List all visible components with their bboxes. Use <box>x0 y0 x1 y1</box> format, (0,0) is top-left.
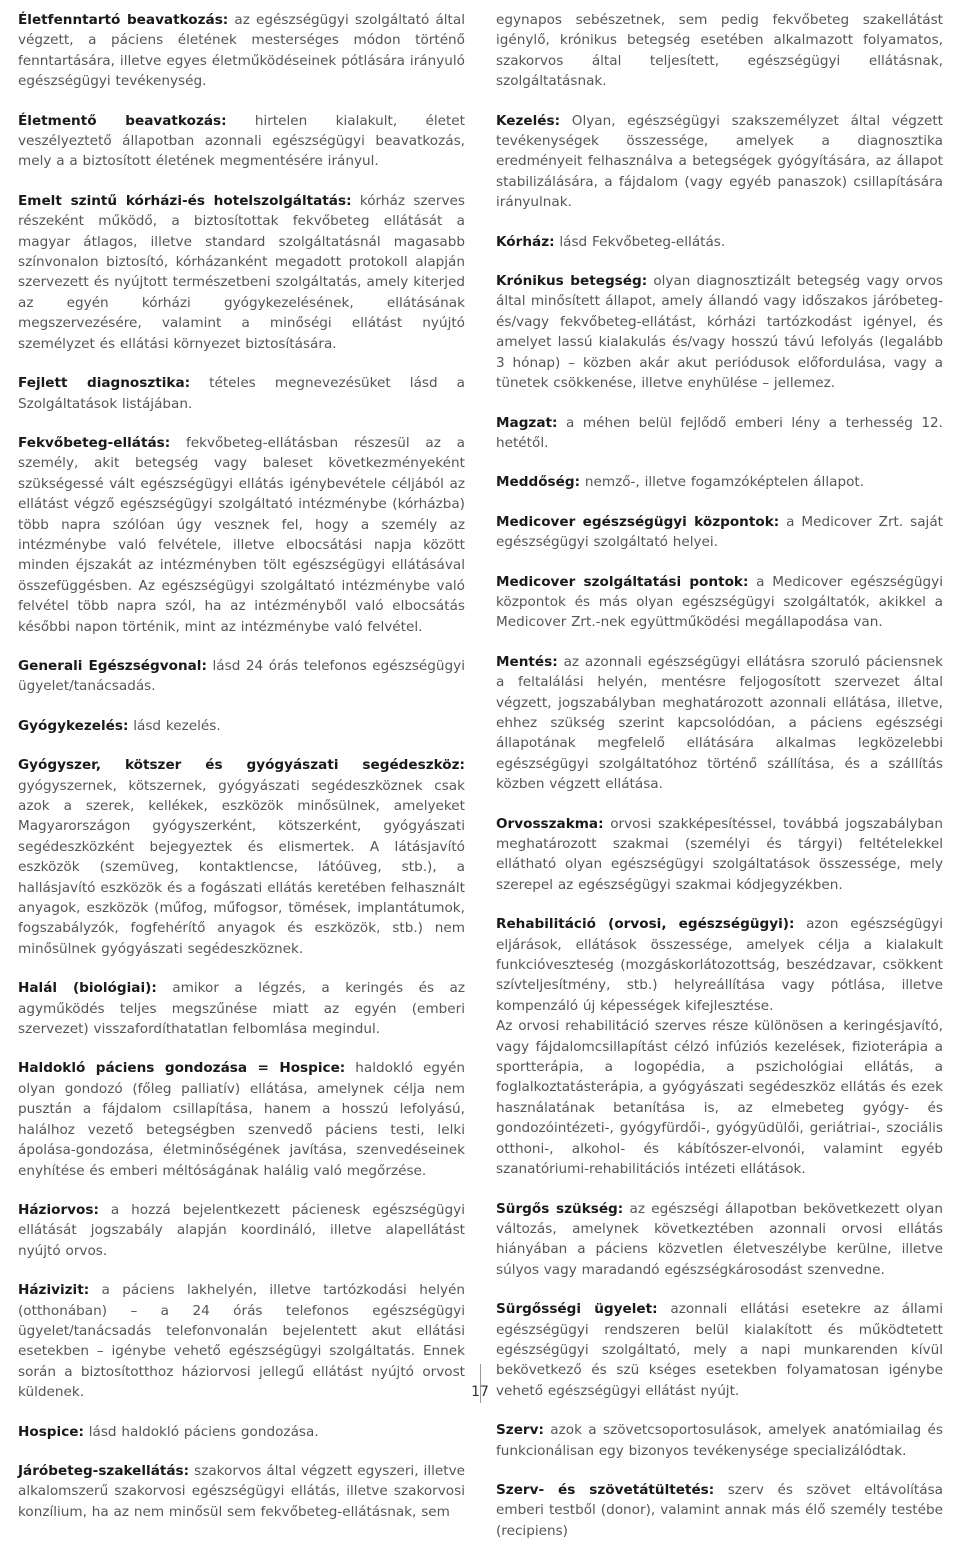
glossary-entry <box>496 472 943 492</box>
term: Háziorvos: <box>18 1201 99 1218</box>
term: Fekvőbeteg-ellátás: <box>18 434 171 451</box>
definition: lásd kezelés. <box>128 717 221 734</box>
term: Fejlett diagnosztika: <box>18 375 191 392</box>
term: Generali Egészségvonal: <box>18 657 207 674</box>
glossary-entry <box>496 814 943 896</box>
left-column <box>18 10 465 1541</box>
definition: nemző-, illetve fogamzóképtelen állapot. <box>580 474 865 491</box>
definition: azonnali ellátási esetekre az állami egészségügyi rendszeren belül kialakított és működtetett egészségügyi szolgáltató, mely a napi munkarenden kívül bekövetkező és szü kséges esetekben folyamatosan igénybe vehető egészségügyi ellátást nyújt. <box>496 1301 943 1399</box>
glossary-entry <box>18 373 465 414</box>
glossary-entry <box>18 978 465 1039</box>
glossary-entry <box>18 755 465 959</box>
term: Sürgősségi ügyelet: <box>496 1301 658 1318</box>
glossary-entry <box>18 1058 465 1180</box>
definition: fekvőbeteg-ellátásban részesül az a személy, akit betegség vagy baleset következményeként szükségessé vált egészségügyi ellátás igénybevétele céljából az ellátást végző egészségügyi szolgáltató intézménybe (kórházba) több napra szólóan úgy vesznek fel, hogy a személy az intézménybe való felvétele, illetve elbocsátási napja között minden éjszakát az intézményben tölt egészségügyi ellátásával összefüggésben. Az egészségügyi szolgáltató intézménybe való felvétel több napra szól, ha az intézményből való elbocsátás későbbi napon történik, mint az intézménybe való felvétel. <box>18 434 465 635</box>
definition: az egészségi állapotban bekövetkezett olyan változás, amelynek következtében azonnali orvosi ellátás hiányában a páciens közvetlen életveszélybe kerülne, illetve súlyos vagy maradandó egészségkárosodást szenvedne. <box>496 1200 944 1278</box>
definition: az azonnali egészségügyi ellátásra szoruló páciensnek a feltalálási helyén, mentésre feljogosított szervezet által végzett, jogszabályban meghatározott azonnali ellátása, illetve, ehhez szükség szerint kapcsolódóan, a páciens egészségi állapotának megfelelő ellátására alkalmas legközelebbi egészségügyi szolgáltatóhoz történő szállítása, és a szállítás közben végzett ellátása. <box>496 653 943 793</box>
term: Rehabilitáció (orvosi, egészségügyi): <box>496 916 795 933</box>
definition: lásd haldokló páciens gondozása. <box>83 1423 319 1440</box>
definition: kórház szerves részeként működő, a biztosítottak fekvőbeteg ellátását a magyar átlagos, illetve standard szolgáltatásnál magasabb színvonalon biztosító, kórházanként megadott protokoll alapján szervezett és nyújtott természetbeni szolgáltatás, amely kiterjed az egyén kórházi gyógykezelésének, ellátásának megszervezésére, valamint a minőségi ellátást nyújtó személyzet és ellátási környezet biztosítására. <box>18 192 465 352</box>
term: Magzat: <box>496 414 558 431</box>
term: Szerv: <box>496 1422 544 1439</box>
term: Orvosszakma: <box>496 815 604 832</box>
term: Medicover egészségügyi központok: <box>496 513 780 530</box>
definition: egynapos sebészetnek, sem pedig fekvőbeteg szakellátást igénylő, krónikus betegség esetében alkalmazott folyamatos, szakorvos által teljesített, egészségügyi ellátásnak, szolgáltatásnak. <box>496 12 943 90</box>
definition-continuation: Az orvosi rehabilitáció szerves része különösen a keringésjavító, vagy fájdalomcsillapítást célzó infúziós kezelések, fizioterápia a sportterápia, a logopédia, a pszichológiai ellátás, a foglalkoztatásterápia, a gyógyászati segédeszköz ellátás és ezek használatának betanítása is, az elmebeteg gyógy- és gondozóintézeti-, gyógyfürdői-, gyógyüdülői, geriátriai-, szociális otthoni-, alkohol- és kábítószer-elvonói, valamint egyéb szanatóriumi-rehabilitációs intézeti ellátások. <box>496 1018 943 1178</box>
definition: lásd 24 órás telefonos egészségügyi ügyelet/tanácsadás. <box>18 657 465 695</box>
definition: gyógyszernek, kötszernek, gyógyászati segédeszköznek csak azok a szerek, kellékek, eszközök minősülnek, amelyeket Magyarországon gyógyszerként, kötszerként, gyógyászati segédeszközként bejegyeztek és elismertek. A látásjavító eszközök (szemüveg, kontaktlencse, látóüveg, stb.), a hallásjavító eszközök és a fogászati ellátás keretében felhasznált anyagok, eszközök (műfog, műfogsor, tömések, implantátumok, fogszabályzók, fogfehérítő anyagok és eszközök, stb.) nem minősülnek gyógyászati segédeszköznek. <box>18 777 465 957</box>
term: Hospice: <box>18 1423 84 1440</box>
glossary-entry <box>18 10 465 92</box>
glossary-entry <box>496 1480 943 1541</box>
definition: amikor a légzés, a keringés és az agyműködés teljes megszűnése miatt az egyén (emberi szervezet) visszafordíthatatlan felbomlása megindul. <box>18 980 465 1038</box>
term: Járóbeteg-szakellátás: <box>18 1462 190 1479</box>
glossary-entry <box>496 914 943 1179</box>
definition: Olyan, egészségügyi szakszemélyzet által végzett tevékenységek összessége, amelyek a diagnosztika eredményeit felhasználva a betegségek gyógyítására, az állapot stabilizálására, a fájdalom (vagy egyéb panaszok) csillapítására irányulnak. <box>496 112 943 211</box>
definition: hirtelen kialakult, életet veszélyeztető állapotban azonnali egészségügyi beavatkozás, mely a a biztosított életének megmentésére irányul. <box>18 112 465 170</box>
definition: a Medicover egészségügyi központok és más olyan egészségügyi szolgáltatók, akikkel a Medicover Zrt.-nek együttműködési megállapodása van. <box>496 573 943 631</box>
definition: haldokló egyén olyan gondozó (főleg palliatív) ellátása, amelynek célja nem pusztán a fájdalom csillapítása, hanem a hosszú lefolyású, halálhoz vezető betegségben szenvedő páciens testi, lelki ápolása-gondozása, életminőségének javítása, szenvedéseinek enyhítése és emberi méltóságának halálig való megőrzése. <box>18 1060 466 1179</box>
glossary-entry <box>18 1422 465 1442</box>
glossary-entry <box>496 1420 943 1461</box>
page-number: 17 <box>471 1384 489 1400</box>
glossary-entry <box>496 111 943 213</box>
right-column <box>496 10 943 1560</box>
glossary-entry <box>18 716 465 736</box>
glossary-entry-continued <box>496 10 943 92</box>
definition: a Medicover Zrt. saját egészségügyi szolgáltató helyei. <box>496 513 943 551</box>
definition: a páciens lakhelyén, illetve tartózkodási helyén (otthonában) – a 24 órás telefonos egészségügyi ügyelet/tanácsadás telefonvonalán bejelentett akut ellátási esetekben – igénybe vehető egészségügyi szolgáltatás. Ennek során a biztosítotthoz háziorvosi jellegű ellátást nyújtó orvost küldenek. <box>18 1282 465 1401</box>
term: Sürgős szükség: <box>496 1200 624 1217</box>
definition: szerv és szövet eltávolítása emberi testből (donor), valamint annak más élő személy testébe (recipiens) <box>496 1481 943 1539</box>
term: Emelt szintű kórházi-és hotelszolgáltatás: <box>18 192 352 209</box>
term: Szerv- és szövetátültetés: <box>496 1481 715 1498</box>
term: Gyógykezelés: <box>18 717 129 734</box>
term: Életmentő beavatkozás: <box>18 112 227 129</box>
term: Haldokló páciens gondozása = Hospice: <box>18 1060 346 1077</box>
glossary-entry <box>18 1461 465 1522</box>
glossary-entry <box>18 433 465 637</box>
glossary-entry <box>18 191 465 354</box>
term: Mentés: <box>496 653 558 670</box>
definition: tételes megnevezésüket lásd a Szolgáltatások listájában. <box>18 375 465 412</box>
definition: lásd Fekvőbeteg-ellátás. <box>554 233 726 250</box>
glossary-entry <box>496 271 943 393</box>
glossary-entry <box>496 572 943 633</box>
term: Halál (biológiai): <box>18 980 157 997</box>
definition: olyan diagnosztizált betegség vagy orvos által minősített állapot, amely állandó vagy időszakos járóbeteg-és/vagy fekvőbeteg-ellátást, kórházi tartózkodást igényel, és amelyet lassú kialakulás és/vagy hosszú távú lefolyás (legalább 3 hónap) – közben akár akut periódusok előfordulása, vagy a tünetek csökkenése, illetve enyhülése – jellemez. <box>496 273 943 392</box>
definition: a hozzá bejelentkezett pácienesk egészségügyi ellátását jogszabály alapján koordináló, illetve alapellátást nyújtó orvos. <box>18 1201 465 1259</box>
glossary-entry <box>496 413 943 454</box>
term: Házivizit: <box>18 1282 90 1299</box>
term: Gyógyszer, kötszer és gyógyászati segédeszköz: <box>18 757 465 774</box>
definition: azon egészségügyi eljárások, ellátások összessége, amelyek célja a kialakult funkcióveszteség (mozgáskorlátozottság, beszédzavar, csökkent szívteljesítmény, stb.) helyreállítása vagy pótlása, illetve kompenzáló új képességek kifejlesztése. <box>496 916 943 1014</box>
glossary-entry <box>18 656 465 697</box>
term: Medicover szolgáltatási pontok: <box>496 573 749 590</box>
term: Életfenntartó beavatkozás: <box>18 12 229 28</box>
term: Meddőség: <box>496 474 581 491</box>
term: Kezelés: <box>496 112 561 129</box>
definition: szakorvos által végzett egyszeri, illetve alkalomszerű szakorvosi egészségügyi ellátás, illetve szakorvosi konzílium, ha az nem minősül sem fekvőbeteg-ellátásnak, sem <box>18 1462 465 1520</box>
glossary-entry <box>496 512 943 553</box>
definition: az egészségügyi szolgáltató által végzett, a páciens életének mesterséges módon történő fenntartására, illetve egyes életműködéseinek pótlására irányuló egészségügyi tevékenység. <box>18 12 465 90</box>
glossary-entry <box>18 1200 465 1261</box>
term: Krónikus betegség: <box>496 273 648 290</box>
glossary-entry <box>496 232 943 252</box>
glossary-entry <box>18 111 465 172</box>
definition: a méhen belül fejlődő emberi lény a terhesség 12. hetétől. <box>496 414 943 451</box>
glossary-entry <box>496 652 943 795</box>
definition: azok a szövetcsoportosulások, amelyek anatómiailag és funkcionálisan egy bizonyos tevékenysége specializálódtak. <box>496 1422 943 1459</box>
definition: orvosi szakképesítéssel, továbbá jogszabályban meghatározott szakmai (személyi és tárgyi) feltételekkel ellátható olyan egészségügyi szolgáltatások összessége, mely szerepel az egészségügyi szakmai kódjegyzékben. <box>496 815 943 893</box>
term: Kórház: <box>496 233 555 250</box>
glossary-entry <box>496 1199 943 1281</box>
